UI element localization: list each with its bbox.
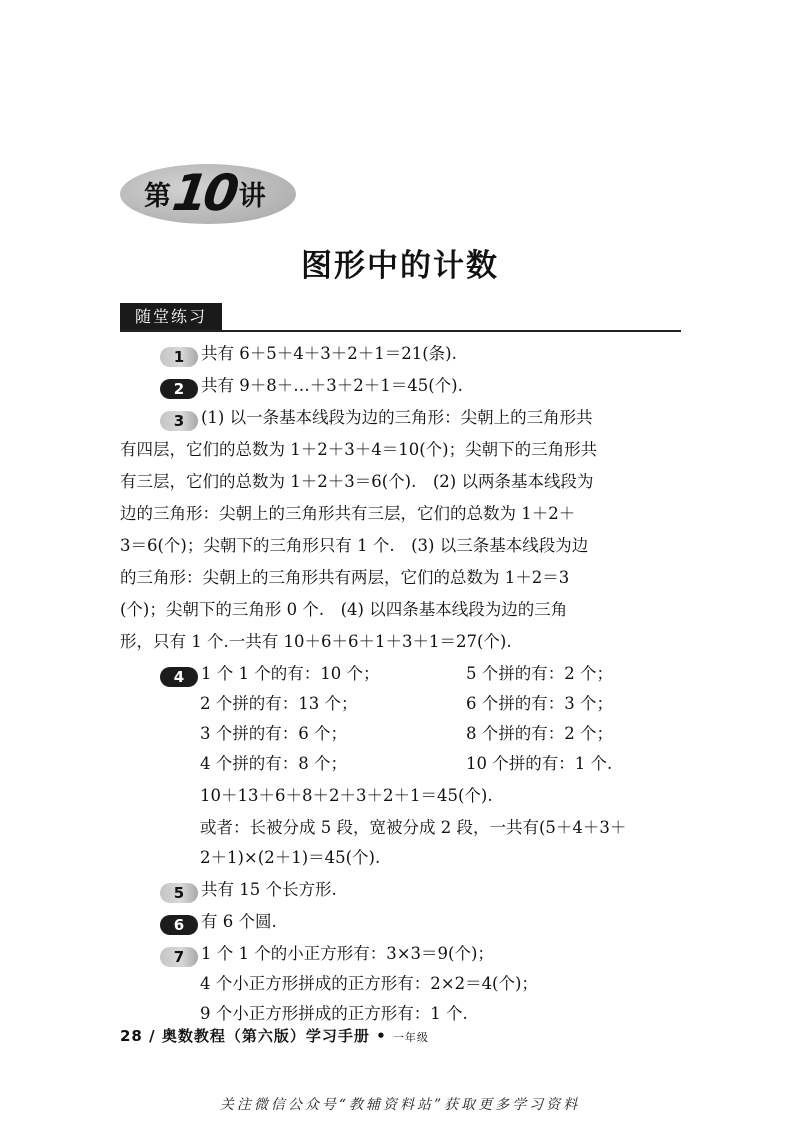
answer-7-line: 4 个小正方形拼成的正方形有：2×2＝4(个)；	[200, 974, 538, 993]
page-title: 图形中的计数	[301, 248, 499, 284]
footer-separator: /	[149, 1027, 156, 1045]
answer-5	[160, 880, 337, 903]
answer-2	[160, 376, 463, 399]
lecture-label	[144, 164, 266, 222]
answer-4-alternative: 或者：长被分成 5 段，宽被分成 2 段，一共有(5＋4＋3＋	[200, 818, 627, 837]
page-footer	[120, 1025, 429, 1046]
answer-3-line: (个)；尖朝下的三角形 0 个. (4) 以四条基本线段为边的三角	[120, 600, 568, 619]
page-number: 28	[120, 1027, 143, 1045]
answer-4-right-item: 10 个拼的有：1 个.	[466, 754, 613, 773]
answer-4-right-item: 8 个拼的有：2 个；	[466, 724, 613, 743]
question-number-badge: 2	[160, 379, 198, 399]
answer-6	[160, 912, 277, 935]
answer-2-text: 共有 9＋8＋…＋3＋2＋1＝45(个).	[201, 376, 463, 395]
watermark-text: 关注微信公众号“教辅资料站”获取更多学习资料	[219, 1097, 581, 1113]
answer-3-line: 形，只有 1 个.一共有 10＋6＋6＋1＋3＋1＝27(个).	[120, 632, 512, 651]
lecture-badge	[120, 160, 298, 226]
section-divider	[120, 330, 681, 332]
answer-4-sum: 10＋13＋6＋8＋2＋3＋2＋1＝45(个).	[200, 786, 493, 805]
answer-7	[160, 944, 494, 967]
answer-4-left-item: 2 个拼的有：13 个；	[200, 694, 358, 713]
footer-dot: •	[376, 1027, 387, 1045]
book-title: 奥数教程（第六版）学习手册	[161, 1027, 370, 1045]
lecture-suffix: 讲	[238, 180, 266, 212]
answer-4-right-item: 6 个拼的有：3 个；	[466, 694, 613, 713]
answer-3-line: 3＝6(个)；尖朝下的三角形只有 1 个. (3) 以三条基本线段为边	[120, 536, 589, 555]
answer-1	[160, 344, 457, 367]
answer-7-line: 9 个小正方形拼成的正方形有：1 个.	[200, 1004, 468, 1023]
answer-4-left-item: 3 个拼的有：6 个；	[200, 724, 347, 743]
answer-4-left-item: 4 个拼的有：8 个；	[200, 754, 347, 773]
question-number-badge: 4	[160, 667, 198, 687]
answer-6-text: 有 6 个圆.	[201, 912, 277, 931]
section-tag: 随堂练习	[120, 303, 222, 331]
question-number-badge: 5	[160, 883, 198, 903]
question-number-badge: 7	[160, 947, 198, 967]
answer-3-line: 的三角形：尖朝上的三角形共有两层，它们的总数为 1＋2＝3	[120, 568, 570, 587]
answer-7-line: 1 个 1 个的小正方形有：3×3＝9(个)；	[201, 944, 494, 963]
answer-3-line: 边的三角形：尖朝上的三角形共有三层，它们的总数为 1＋2＋	[120, 504, 576, 523]
question-number-badge: 1	[160, 347, 198, 367]
answer-5-text: 共有 15 个长方形.	[201, 880, 337, 899]
answer-4-right-item: 5 个拼的有：2 个；	[466, 664, 613, 683]
answer-4-left-item: 1 个 1 个的有：10 个；	[201, 664, 380, 683]
answer-3-line: (1) 以一条基本线段为边的三角形：尖朝上的三角形共	[201, 408, 593, 427]
answer-4	[160, 664, 379, 687]
answer-3-line: 有三层，它们的总数为 1＋2＋3＝6(个). (2) 以两条基本线段为	[120, 472, 594, 491]
lecture-number: 10	[168, 164, 239, 222]
grade-label: 一年级	[392, 1031, 429, 1044]
question-number-badge: 3	[160, 411, 198, 431]
lecture-prefix: 第	[144, 180, 171, 212]
answer-1-text: 共有 6＋5＋4＋3＋2＋1＝21(条).	[201, 344, 457, 363]
answer-3	[160, 408, 593, 431]
answer-3-line: 有四层，它们的总数为 1＋2＋3＋4＝10(个)；尖朝下的三角形共	[120, 440, 598, 459]
question-number-badge: 6	[160, 915, 198, 935]
answer-4-alternative: 2＋1)×(2＋1)＝45(个).	[200, 848, 381, 867]
